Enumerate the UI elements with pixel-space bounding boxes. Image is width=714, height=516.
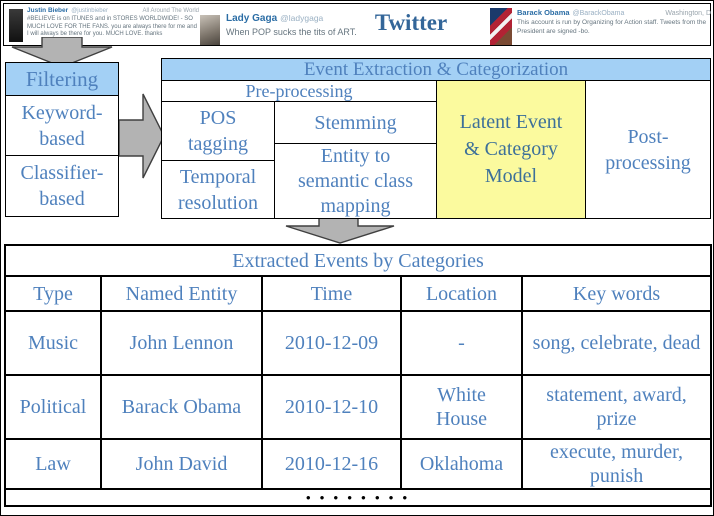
- table-row: [5, 311, 711, 375]
- column-header-named-entity: Named Entity: [101, 276, 262, 311]
- tweet-text: When POP sucks the tits of ART.: [226, 27, 357, 37]
- box-pos-tagging: POS tagging: [161, 101, 275, 161]
- cell-location: Oklahoma: [401, 439, 522, 489]
- cell-keywords: execute, murder, punish: [522, 439, 711, 489]
- tweet-user-handle: @BarackObama: [572, 10, 625, 17]
- filtering-header: Filtering: [5, 62, 119, 96]
- preprocessing-label: Pre-processing: [161, 80, 437, 102]
- tweet-user-handle: @ladygaga: [280, 13, 324, 23]
- cell-time: 2010-12-16: [262, 439, 401, 489]
- filtering-item-keyword: Keyword-based: [5, 95, 119, 156]
- ellipsis-row: • • • • • • • •: [5, 489, 711, 506]
- column-header-location: Location: [401, 276, 522, 311]
- cell-keywords: statement, award, prize: [522, 375, 711, 439]
- table-row: [5, 375, 711, 439]
- box-entity-mapping: Entity to semantic class mapping: [274, 143, 437, 219]
- tweet-user-name: Barack Obama: [517, 8, 570, 17]
- filtering-item-classifier: Classifier-based: [5, 155, 119, 217]
- cell-type: Political: [5, 375, 101, 439]
- cell-entity: Barack Obama: [101, 375, 262, 439]
- tweet-location: All Around The World: [142, 8, 199, 14]
- cell-time: 2010-12-10: [262, 375, 401, 439]
- extraction-title-bar: Event Extraction & Categorization: [161, 58, 711, 81]
- cell-location: White House: [401, 375, 522, 439]
- cell-type: Music: [5, 311, 101, 375]
- cell-entity: John Lennon: [101, 311, 262, 375]
- cell-time: 2010-12-09: [262, 311, 401, 375]
- avatar: [200, 15, 220, 45]
- table-row: [5, 439, 711, 489]
- avatar: [490, 8, 512, 45]
- cell-location: -: [401, 311, 522, 375]
- tweet-user-name: Justin Bieber: [27, 7, 69, 14]
- tweet-text: This account is run by Organizing for Action staff. Tweets from the President are signed -bo.: [517, 19, 707, 35]
- flow-arrow-right-icon: [118, 93, 166, 179]
- table-title: Extracted Events by Categories: [5, 245, 711, 276]
- cell-keywords: song, celebrate, dead: [522, 311, 711, 375]
- column-header-type: Type: [5, 276, 101, 311]
- box-stemming: Stemming: [274, 101, 437, 144]
- cell-entity: John David: [101, 439, 262, 489]
- tweet-user-handle: @justinbieber: [71, 8, 108, 14]
- tweet-location: Washington, D: [665, 10, 711, 17]
- tweet-user-name: Lady Gaga: [226, 13, 278, 24]
- events-table: [4, 244, 712, 507]
- twitter-brand-label: Twitter: [374, 10, 448, 35]
- box-latent-model: Latent Event & Category Model: [436, 80, 586, 219]
- box-post-processing: Post-processing: [585, 80, 711, 219]
- cell-type: Law: [5, 439, 101, 489]
- column-header-keywords: Key words: [522, 276, 711, 311]
- column-header-time: Time: [262, 276, 401, 311]
- box-temporal-resolution: Temporal resolution: [161, 160, 275, 219]
- tweet-text: #BELIEVE is on ITUNES and in STORES WORLDWIDE! - SO MUCH LOVE FOR THE FANS. you are always there for me and I will always be there for you. MUCH LOVE. thanks: [27, 16, 197, 38]
